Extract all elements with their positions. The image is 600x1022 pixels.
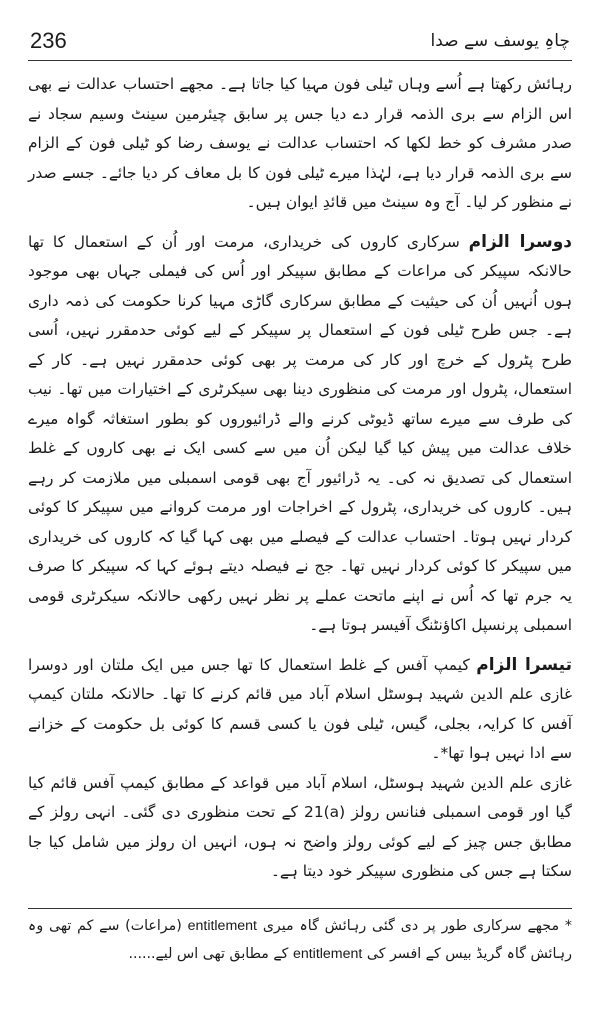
paragraph-3-text: کیمپ آفس کے غلط استعمال کا تھا جس میں ایک ملتان اور دوسرا غازی علم الدین شہید ہوسٹل اسلام آباد میں قائم کرنے کا تھا۔ حالانکہ ملتان کیمپ آفس کا کرایہ، بجلی، گیس، ٹیلی فون یا کسی قسم کا کوئی بل حکومت کے خزانے سے ادا نہیں ہوا تھا*۔: [28, 655, 572, 762]
paragraph-1-text: رہائش رکھتا ہے اُسے وہاں ٹیلی فون مہیا کیا جاتا ہے۔ مجھے احتساب عدالت نے بھی اس الزام سے بری الذمہ قرار دے دیا جس پر سابق چیئرمین سینٹ وسیم سجاد نے صدر مشرف کو خط لکھا کہ احتساب عدالت نے یوسف رضا کو ٹیلی فون کے الزام سے بری الذمہ قرار دیا ہے، لہٰذا میرے ٹیلی فون کا بل معاف کر دیا جائے۔ جسے صدر نے منظور کر لیا۔ آج وہ سینٹ میں قائدِ ایوان ہیں۔: [28, 75, 572, 211]
footnote-part-3: کے مطابق تھی اس لیے......: [128, 946, 289, 962]
footnote: [28, 912, 572, 968]
footnote-part-2: (مراعات) سے کم تھی وہ رہائش گاہ گریڈ بیس کے افسر کی: [28, 918, 572, 962]
footnote-part-1: * مجھے سرکاری طور پر دی گئی رہائش گاہ میری: [262, 918, 572, 934]
footnote-term-2: entitlement: [292, 946, 363, 962]
paragraph-3: [28, 651, 572, 769]
section-heading-third-charge: تیسرا الزام: [476, 654, 572, 675]
main-text: [28, 70, 572, 887]
footnote-term-1: entitlement: [187, 918, 257, 934]
page-header: [30, 28, 570, 58]
paragraph-4: [28, 769, 572, 887]
paragraph-2: [28, 228, 572, 641]
running-title: چاہِ یوسف سے صدا: [430, 31, 570, 51]
section-heading-second-charge: دوسرا الزام: [468, 231, 572, 252]
paragraph-2-text: سرکاری کاروں کی خریداری، مرمت اور اُن کے استعمال کا تھا حالانکہ سپیکر کی مراعات کے مطابق سپیکر اور اُس کی فیملی جہاں بھی موجود ہوں اُنہیں اُن کی حیثیت کے مطابق سرکاری گاڑی مہیا کرنا حکومت کی ذمہ داری ہے۔ جس طرح ٹیلی فون کے استعمال پر سپیکر کے لیے کوئی حدمقرر نہیں، اُسی طرح پٹرول کے خرچ اور کار کی مرمت پر بھی کوئی حدمقرر نہیں ہے۔ کار کے استعمال، پٹرول اور مرمت کی منظوری دینا بھی سیکرٹری کے اختیارات میں تھا۔ نیب کی طرف سے میرے ساتھ ڈیوٹی کرنے والے ڈرائیوروں کو بطور استغاثہ گواہ میرے خلاف عدالت میں پیش کیا گیا لیکن اُن میں سے کسی ایک نے بھی کاروں کے غلط استعمال کی تصدیق نہ کی۔ یہ ڈرائیور آج بھی قومی اسمبلی میں ملازمت کر رہے ہیں۔ کاروں کی خریداری، پٹرول کے اخراجات اور مرمت کروانے میں سپیکر کا کوئی کردار نہیں ہوتا۔ احتساب عدالت کے فیصلے میں بھی کہا گیا کہ کاروں کی خریداری میں سپیکر کا کوئی کردار نہیں تھا۔ جج نے فیصلہ دیتے ہوئے کہا کہ سپیکر کا صرف یہ جرم تھا کہ اُس نے اپنے ماتحت عملے پر نظر نہیں رکھی حالانکہ سیکرٹری قومی اسمبلی پرنسپل اکاؤنٹنگ آفیسر ہوتا ہے۔: [28, 232, 572, 634]
page-number: 236: [30, 28, 67, 53]
paragraph-4-text: غازی علم الدین شہید ہوسٹل، اسلام آباد میں قواعد کے مطابق کیمپ آفس قائم کیا گیا اور قومی اسمبلی فنانس رولز (a)21 کے تحت منظوری دی گئی۔ انہی رولز کے مطابق جس چیز کے لیے کوئی رولز واضح نہ ہوں، انہیں ان رولز میں شامل کیا جا سکتا ہے جس کی منظوری سپیکر خود دیتا ہے۔: [28, 773, 572, 880]
header-rule: [28, 60, 572, 61]
paragraph-1: [28, 70, 572, 218]
footnote-rule: [28, 908, 572, 909]
footnote-text: [28, 912, 572, 968]
